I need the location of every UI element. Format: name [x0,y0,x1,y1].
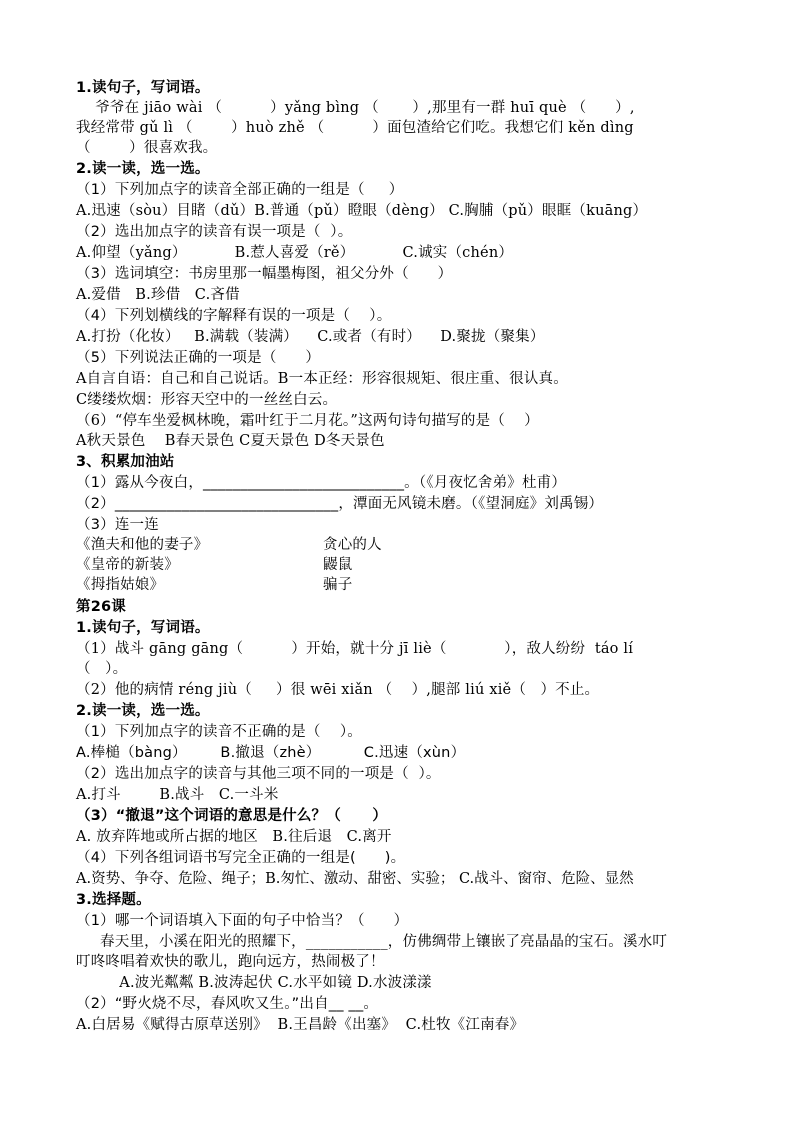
option-line: A. 放弃阵地或所占据的地区 B.往后退 C.离开 [76,829,392,845]
section-heading: 1.读句子，写词语。 [76,620,210,636]
match-right-item: 鼹鼠 [323,557,353,573]
text-line: （ ）。 [76,661,128,677]
match-left-item: 《拇指姑娘》 [76,577,165,593]
question-line: （5）下列说法正确的一项是（ ） [76,350,321,366]
question-line: （3）“撤退”这个词语的意思是什么？（ ） [76,808,388,824]
question-line: （4）下列划横线的字解释有误的一项是（ ）。 [76,308,392,324]
question-line: （4）下列各组词语书写完全正确的一组是( )。 [76,850,406,866]
text-line: 叮咚咚唱着欢快的歌儿，跑向远方，热闹极了！ [76,954,385,970]
match-right-item: 贪心的人 [323,537,382,553]
question-line: （3）连一连 [76,517,159,533]
option-line: A.棒槌（bàng） B.撤退（zhè） C.迅速（xùn） [76,745,466,761]
question-line: （2）选出加点字的读音有误一项是（ ）。 [76,224,353,240]
option-line: A自言自语：自己和自己说话。B一本正经：形容很规矩、很庄重、很认真。 [76,371,568,387]
text-line: 春天里，小溪在阳光的照耀下，___________，仿佛绸带上镶嵌了亮晶晶的宝石。溪水叮 [76,934,668,950]
section-heading: 2.读一读，选一选。 [76,703,210,719]
question-line: （1）下列加点字的读音不正确的是（ ）。 [76,724,363,740]
section-heading: 3、积累加油站 [76,454,175,470]
option-line: A.迅速（sòu）目睹（dǔ）B.普通（pǔ）瞪眼（dèng） C.胸脯（pǔ）眼眶（kuāng） [76,203,648,219]
option-line: C缕缕炊烟：形容天空中的一丝丝白云。 [76,392,338,408]
option-line: A.白居易《赋得古原草送别》 B.王昌龄《出塞》 C.杜牧《江南春》 [76,1017,525,1033]
match-right-item: 骗子 [323,577,353,593]
match-left-item: 《渔夫和他的妻子》 [76,537,209,553]
option-line: A.打扮（化妆） B.满载（装满） C.或者（有时） D.聚拢（聚集） [76,329,545,345]
option-line: A.波光粼粼 B.波涛起伏 C.水平如镜 D.水波漾漾 [76,975,432,991]
section-heading: 2.读一读，选一选。 [76,161,210,177]
option-line: A.仰望（yǎng） B.惹人喜爱（rě） C.诚实（chén） [76,245,514,261]
question-line: （6）“停车坐爱枫林晚，霜叶红于二月花。”这两句诗句描写的是（ ） [76,413,539,429]
text-line: 我经常带 gǔ lì （ ）huò zhě （ ）面包渣给它们吃。我想它们 kěn dìng [76,120,634,136]
section-heading: 1.读句子，写词语。 [76,80,210,96]
option-line: A秋天景色 B春天景色 C夏天景色 D冬天景色 [76,433,385,449]
match-left-item: 《皇帝的新装》 [76,557,179,573]
option-line: A.资势、争夺、危险、绳子；B.匆忙、激动、甜密、实验； C.战斗、窗帘、危险、显然 [76,871,634,887]
fill-line: （2）______________________________，潭面无风镜未磨。（《望洞庭》刘禹锡） [76,496,604,512]
question-line: （1）下列加点字的读音全部正确的一组是（ ） [76,182,404,198]
section-heading: 3.选择题。 [76,892,151,908]
question-line: （2）“野火烧不尽，春风吹又生。”出自__ __。 [76,996,379,1012]
option-line: A.爱借 B.珍借 C.吝借 [76,287,240,303]
text-line: （2）他的病情 réng jiù（ ）很 wēi xiǎn （ ）,腿部 liú xiě（ ）不止。 [76,682,600,698]
fill-line: （1）露从今夜白，___________________________。（《月夜忆舍弟》杜甫） [76,475,567,491]
text-line: 爷爷在 jiāo wài （ ）yǎng bìng （ ）,那里有一群 huī què （ ）, [76,100,635,116]
text-line: （ ）很喜欢我。 [76,140,218,156]
text-line: （1）战斗 gāng gāng（ ）开始，就十分 jī liè（ ），敌人纷纷 táo lí [76,641,634,657]
question-line: （3）选词填空：书房里那一幅墨梅图，祖父分外（ ） [76,266,453,282]
question-line: （1）哪一个词语填入下面的句子中恰当？（ ） [76,913,409,929]
question-line: （2）选出加点字的读音与其他三项不同的一项是（ ）。 [76,766,441,782]
option-line: A.打斗 B.战斗 C.一斗米 [76,787,279,803]
lesson-title: 第26课 [76,599,126,615]
